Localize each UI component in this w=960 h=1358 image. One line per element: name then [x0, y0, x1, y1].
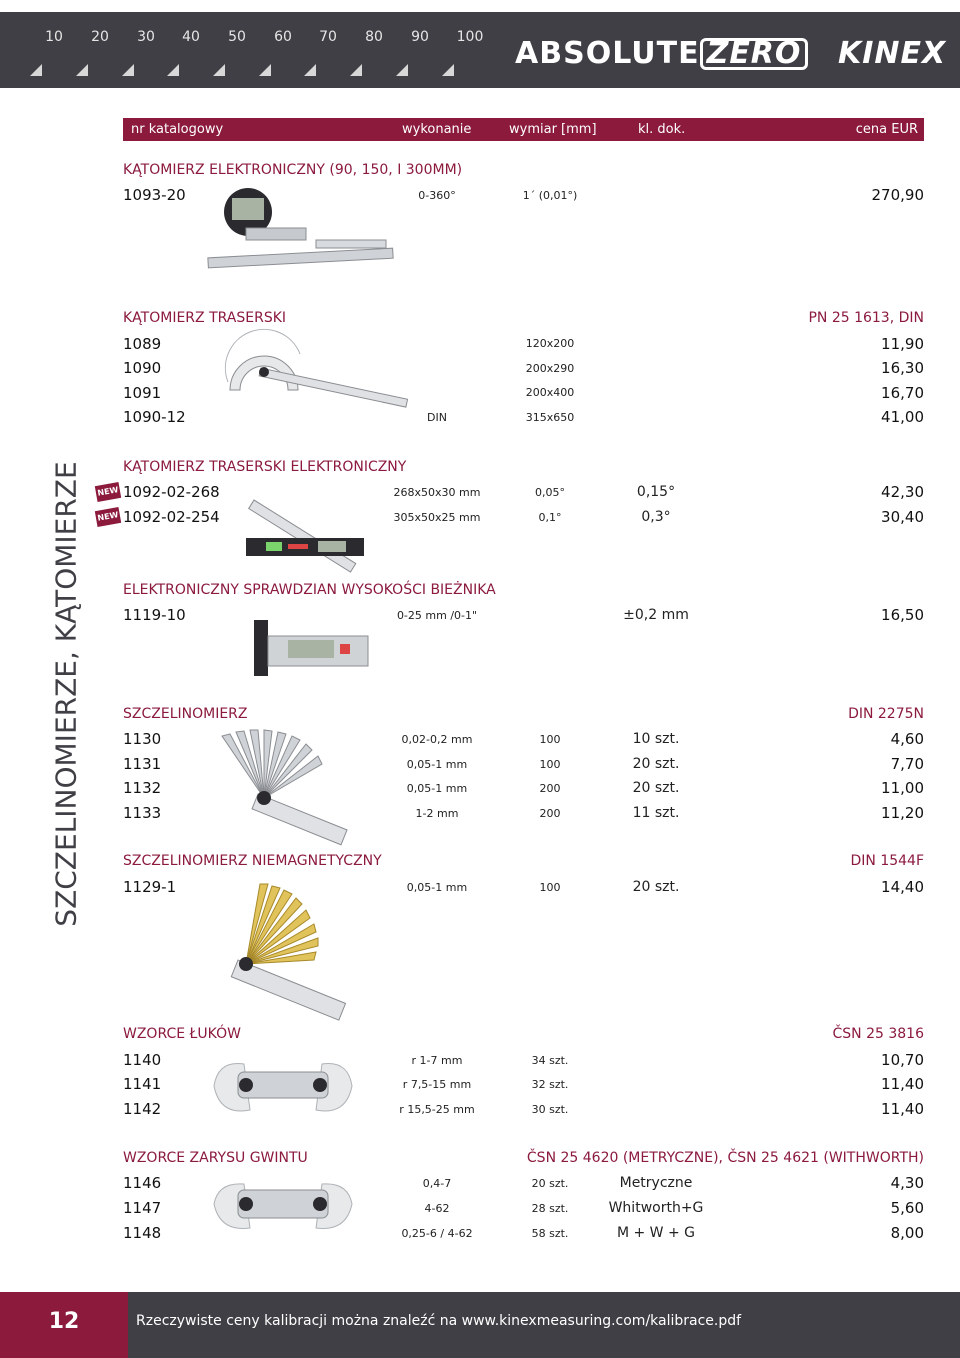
price-value: 41,00: [881, 408, 924, 426]
price-value: 11,20: [881, 804, 924, 822]
scale-tick: [442, 64, 454, 76]
catalog-number: 1090-12: [123, 408, 186, 426]
scale-tick: [304, 64, 316, 76]
catalog-number: 1146: [123, 1174, 162, 1192]
size-value: 200x400: [525, 386, 575, 399]
price-value: 5,60: [890, 1199, 924, 1217]
col-version: wykonanie: [402, 122, 472, 137]
pieces-value: 20 szt.: [632, 879, 680, 895]
catalog-number: 1090: [123, 359, 162, 377]
scale-tick: [167, 64, 179, 76]
col-size: wymiar [mm]: [509, 122, 597, 137]
length-value: 100: [539, 758, 561, 771]
range-value: 0,05-1 mm: [406, 881, 468, 894]
pieces-value: 11 szt.: [632, 805, 680, 821]
price-value: 10,70: [881, 1051, 924, 1069]
size-value: 200x290: [525, 362, 575, 375]
catalog-number: 1147: [123, 1199, 162, 1217]
table-header: [123, 118, 924, 141]
thread-gauge-image: [208, 1176, 358, 1238]
top-banner: [0, 12, 960, 88]
section-title: SZCZELINOMIERZ NIEMAGNETYCZNY: [123, 853, 382, 869]
brand-logo-kinex: KINEX: [838, 36, 947, 71]
thread-type-value: M + W + G: [616, 1225, 696, 1241]
pieces-value: 34 szt.: [531, 1054, 569, 1067]
length-value: 200: [539, 807, 561, 820]
scale-tick: [30, 64, 42, 76]
section-title: KĄTOMIERZ TRASERSKI: [123, 310, 287, 326]
page-number: 12: [0, 1292, 128, 1358]
size-value: 120x200: [525, 337, 575, 350]
scale-tick: [76, 64, 88, 76]
tread-depth-gauge-image: [240, 612, 370, 682]
catalog-number: 1148: [123, 1224, 162, 1242]
catalog-number: 1092-02-254: [123, 508, 220, 526]
catalog-number: 1093-20: [123, 186, 186, 204]
col-class: kl. dok.: [638, 122, 686, 137]
thread-type-value: Whitworth+G: [608, 1200, 704, 1216]
scale-label: 40: [182, 29, 200, 45]
price-value: 11,40: [881, 1100, 924, 1118]
pieces-value: 58 szt.: [531, 1227, 569, 1240]
dimension-value: 305x50x25 mm: [393, 511, 481, 524]
accuracy-value: ±0,2 mm: [623, 607, 689, 623]
scale-tick: [396, 64, 408, 76]
catalog-number: 1132: [123, 779, 162, 797]
section-title: KĄTOMIERZ ELEKTRONICZNY (90, 150, I 300MM): [123, 162, 463, 178]
brand-text: ABSOLUTE: [515, 36, 700, 71]
section-title: ELEKTRONICZNY SPRAWDZIAN WYSOKOŚCI BIEŻNIKA: [123, 582, 496, 598]
length-value: 200: [539, 782, 561, 795]
accuracy-value: 0,15°: [636, 484, 676, 500]
scale-label: 10: [45, 29, 63, 45]
catalog-number: 1131: [123, 755, 162, 773]
price-value: 4,30: [890, 1174, 924, 1192]
new-badge: NEW: [95, 482, 121, 502]
radius-value: r 15,5-25 mm: [399, 1103, 475, 1116]
radius-gauge-image: [208, 1056, 358, 1122]
norm-label: ČSN 25 4620 (METRYCZNE), ČSN 25 4621 (WITHWORTH): [526, 1150, 924, 1166]
pieces-value: 28 szt.: [531, 1202, 569, 1215]
price-value: 4,60: [890, 730, 924, 748]
range-value: 0,02-0,2 mm: [401, 733, 473, 746]
price-value: 16,30: [881, 359, 924, 377]
scale-label: 50: [228, 29, 246, 45]
pitch-range-value: 0,25-6 / 4-62: [401, 1227, 473, 1240]
catalog-number: 1140: [123, 1051, 162, 1069]
catalog-number: 1092-02-268: [123, 483, 220, 501]
radius-value: r 7,5-15 mm: [402, 1078, 472, 1091]
catalog-number: 1130: [123, 730, 162, 748]
pitch-range-value: 0,4-7: [422, 1177, 452, 1190]
scale-label: 60: [274, 29, 292, 45]
radius-value: r 1-7 mm: [411, 1054, 463, 1067]
scale-tick: [350, 64, 362, 76]
protractor-image: [224, 334, 414, 404]
pieces-value: 32 szt.: [531, 1078, 569, 1091]
norm-label: DIN 2275N: [848, 706, 924, 722]
scale-label: 80: [365, 29, 383, 45]
thread-type-value: Metryczne: [619, 1175, 693, 1191]
version-value: DIN: [427, 411, 447, 424]
length-value: 100: [539, 733, 561, 746]
catalog-number: 1129-1: [123, 878, 177, 896]
catalog-number: 1089: [123, 335, 162, 353]
scale-label: 30: [137, 29, 155, 45]
brand-logo-absolutezero: [515, 36, 808, 71]
col-catalog: nr katalogowy: [131, 122, 224, 137]
section-title: KĄTOMIERZ TRASERSKI ELEKTRONICZNY: [123, 459, 407, 475]
range-value: 0,05-1 mm: [406, 782, 468, 795]
price-value: 8,00: [890, 1224, 924, 1242]
norm-label: ČSN 25 3816: [832, 1026, 924, 1042]
resolution-value: 0,05°: [535, 486, 565, 499]
resolution-value: 1´ (0,01°): [522, 189, 578, 202]
footer-note: Rzeczywiste ceny kalibracji można znaleźć na www.kinexmeasuring.com/kalibrace.pdf: [136, 1313, 742, 1329]
range-value: 0-360°: [418, 189, 456, 202]
price-value: 11,00: [881, 779, 924, 797]
price-value: 11,90: [881, 335, 924, 353]
pieces-value: 20 szt.: [531, 1177, 569, 1190]
price-value: 16,70: [881, 384, 924, 402]
pieces-value: 10 szt.: [632, 731, 680, 747]
scale-tick: [213, 64, 225, 76]
section-title: WZORCE ŁUKÓW: [123, 1026, 241, 1042]
catalog-number: 1133: [123, 804, 162, 822]
catalog-number: 1091: [123, 384, 162, 402]
scale-label: 70: [319, 29, 337, 45]
pieces-value: 20 szt.: [632, 756, 680, 772]
scale-tick: [122, 64, 134, 76]
accuracy-value: 0,3°: [641, 509, 671, 525]
norm-label: DIN 1544F: [850, 853, 924, 869]
length-value: 100: [539, 881, 561, 894]
resolution-value: 0,1°: [538, 511, 562, 524]
pieces-value: 20 szt.: [632, 780, 680, 796]
scale-label: 100: [456, 29, 484, 45]
price-value: 30,40: [881, 508, 924, 526]
new-badge: NEW: [95, 507, 121, 527]
price-value: 7,70: [890, 755, 924, 773]
scale-label: 20: [91, 29, 109, 45]
norm-label: PN 25 1613, DIN: [808, 310, 924, 326]
side-category-title: SZCZELINOMIERZE, KĄTOMIERZE: [49, 461, 83, 927]
price-value: 11,40: [881, 1075, 924, 1093]
catalog-number: 1119-10: [123, 606, 186, 624]
range-value: 0,05-1 mm: [406, 758, 468, 771]
range-value: 0-25 mm /0-1": [396, 609, 478, 622]
section-title: WZORCE ZARYSU GWINTU: [123, 1150, 308, 1166]
price-value: 42,30: [881, 483, 924, 501]
price-value: 270,90: [871, 186, 924, 204]
range-value: 1-2 mm: [415, 807, 459, 820]
section-title: SZCZELINOMIERZ: [123, 706, 248, 722]
price-value: 16,50: [881, 606, 924, 624]
electronic-protractor-image: [206, 188, 396, 273]
price-value: 14,40: [881, 878, 924, 896]
dimension-value: 268x50x30 mm: [393, 486, 481, 499]
size-value: 315x650: [525, 411, 575, 424]
catalog-number: 1141: [123, 1075, 162, 1093]
feeler-gauge-image: [218, 728, 358, 840]
scale-tick: [259, 64, 271, 76]
catalog-number: 1142: [123, 1100, 162, 1118]
brand-zero-text: ZERO: [700, 38, 809, 70]
scale-label: 90: [411, 29, 429, 45]
brass-feeler-gauge-image: [220, 880, 360, 1010]
pitch-range-value: 4-62: [424, 1202, 450, 1215]
pieces-value: 30 szt.: [531, 1103, 569, 1116]
col-price: cena EUR: [855, 122, 918, 137]
electronic-bevel-image: [244, 480, 369, 562]
